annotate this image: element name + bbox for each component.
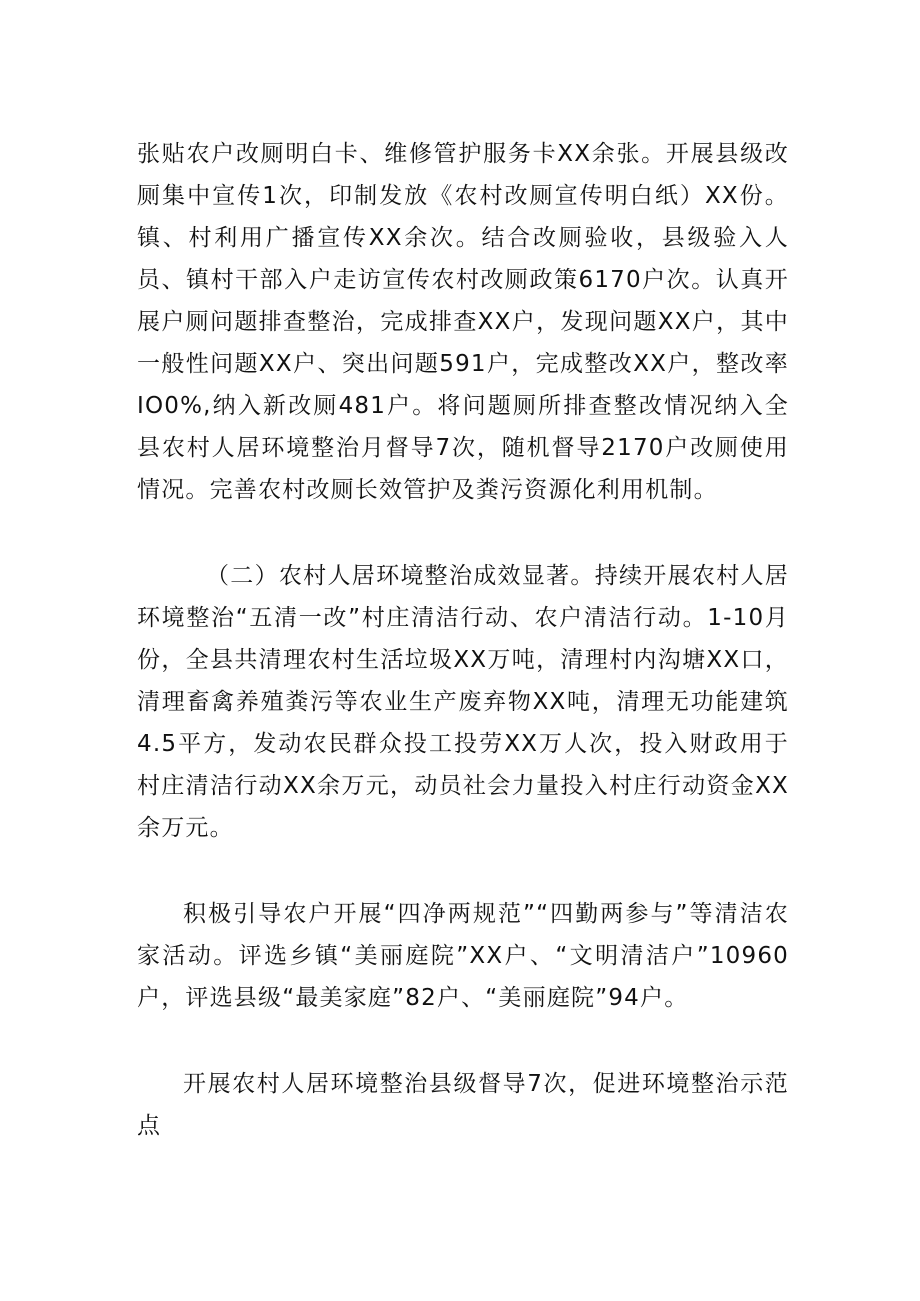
paragraph-county-supervision: 开展农村人居环境整治县级督导7次，促进环境整治示范点 <box>137 1071 789 1139</box>
paragraph-toilet-renovation: 张贴农户改厕明白卡、维修管护服务卡XX余张。开展县级改厕集中宣传1次，印制发放《农村改厕宣传明白纸）XX份。镇、村利用广播宣传XX余次。结合改厕验收，县级验入人员、镇村干部入户走访宣传农村改厕政策6170户次。认真开展户厕问题排查整治，完成排查XX户，发现问题XX户，其中一般性问题XX户、突出问题591户，完成整改XX户，整改率IO0%,纳入新改厕481户。将问题厕所排查整改情况纳入全县农村人居环境整治月督导7次，随机督导2170户改厕使用情况。完善农村改厕长效管护及粪污资源化利用机制。 <box>137 141 789 503</box>
paragraph-section-two-environment: （二）农村人居环境整治成效显著。持续开展农村人居环境整治“五清一改”村庄清洁行动、农户清洁行动。1-10月份，全县共清理农村生活垃圾XX万吨，清理村内沟塘XX口，清理畜禽养殖粪污等农业生产废弃物XX吨，清理无功能建筑4.5平方，发动农民群众投工投劳XX万人次，投入财政用于村庄清洁行动XX余万元，动员社会力量投入村庄行动资金XX余万元。 <box>137 563 789 841</box>
paragraph-clean-households: 积极引导农户开展“四净两规范”“四勤两参与”等清洁农家活动。评选乡镇“美丽庭院”XX户、“文明清洁户”10960户，评选县级“最美家庭”82户、“美丽庭院”94户。 <box>137 901 789 1011</box>
document-body <box>137 133 789 1147</box>
